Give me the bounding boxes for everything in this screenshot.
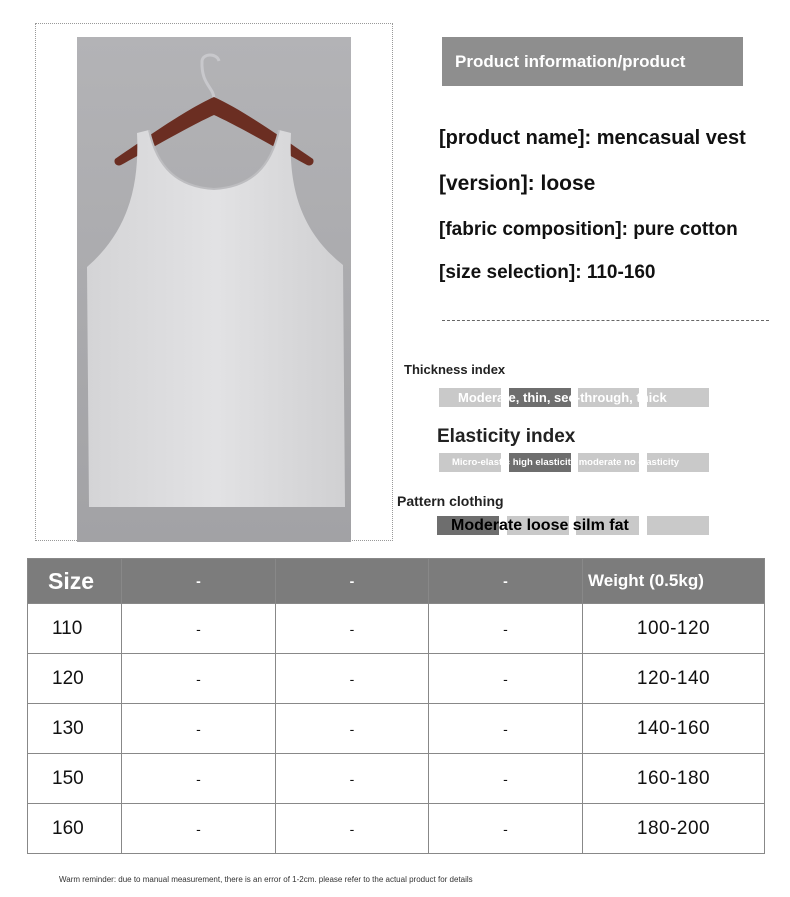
- spec-fabric: [fabric composition]: pure cotton: [439, 219, 738, 240]
- table-cell: -: [276, 704, 429, 754]
- table-row: [28, 754, 765, 804]
- table-row: [28, 704, 765, 754]
- table-cell: -: [429, 804, 583, 854]
- size-cell: 120: [28, 654, 122, 704]
- hanger-hook: [202, 55, 219, 99]
- size-table: [27, 558, 765, 854]
- spec-size-selection: [size selection]: 110-160: [439, 262, 656, 283]
- elasticity-label: Elasticity index: [437, 426, 576, 447]
- table-cell: -: [429, 604, 583, 654]
- header-weight: Weight (0.5kg): [583, 559, 765, 604]
- table-cell: -: [122, 654, 276, 704]
- pattern-bar-text: Moderate loose silm fat: [451, 517, 629, 534]
- table-cell: -: [429, 754, 583, 804]
- header-col-2: -: [122, 559, 276, 604]
- vest: [87, 130, 345, 507]
- table-cell: -: [276, 654, 429, 704]
- size-cell: 160: [28, 804, 122, 854]
- size-cell: 130: [28, 704, 122, 754]
- table-cell: -: [276, 804, 429, 854]
- weight-cell: 100-120: [583, 604, 765, 654]
- spec-product-name: [product name]: mencasual vest: [439, 127, 746, 149]
- weight-cell: 140-160: [583, 704, 765, 754]
- table-cell: -: [122, 754, 276, 804]
- weight-cell: 180-200: [583, 804, 765, 854]
- dashed-divider: [442, 320, 769, 321]
- table-row: [28, 654, 765, 704]
- size-cell: 150: [28, 754, 122, 804]
- table-cell: -: [276, 604, 429, 654]
- table-row: [28, 604, 765, 654]
- pattern-bar: [437, 516, 709, 535]
- warm-reminder-footnote: Warm reminder: due to manual measurement, there is an error of 1-2cm. please refer to the actual product for details: [59, 875, 473, 884]
- weight-cell: 120-140: [583, 654, 765, 704]
- vest-illustration: [77, 37, 351, 542]
- product-info-header: Product information/product: [442, 37, 743, 86]
- elasticity-bar-text: Micro-elastic high elasticity moderate no elasticity: [452, 457, 680, 468]
- header-col-3: -: [276, 559, 429, 604]
- product-photo: [77, 37, 351, 542]
- size-cell: 110: [28, 604, 122, 654]
- table-cell: -: [276, 754, 429, 804]
- thickness-bar: [439, 388, 709, 407]
- pattern-label: Pattern clothing: [397, 493, 504, 509]
- header-col-4: -: [429, 559, 583, 604]
- table-cell: -: [429, 704, 583, 754]
- table-cell: -: [429, 654, 583, 704]
- elasticity-bar: [439, 453, 709, 472]
- size-table-header-row: [28, 559, 765, 604]
- spec-version: [version]: loose: [439, 172, 596, 195]
- table-cell: -: [122, 604, 276, 654]
- thickness-bar-text: Moderate, thin, see-through, thick: [458, 390, 667, 405]
- table-row: [28, 804, 765, 854]
- header-size: Size: [28, 559, 122, 604]
- weight-cell: 160-180: [583, 754, 765, 804]
- thickness-label: Thickness index: [404, 362, 506, 377]
- table-cell: -: [122, 804, 276, 854]
- table-cell: -: [122, 704, 276, 754]
